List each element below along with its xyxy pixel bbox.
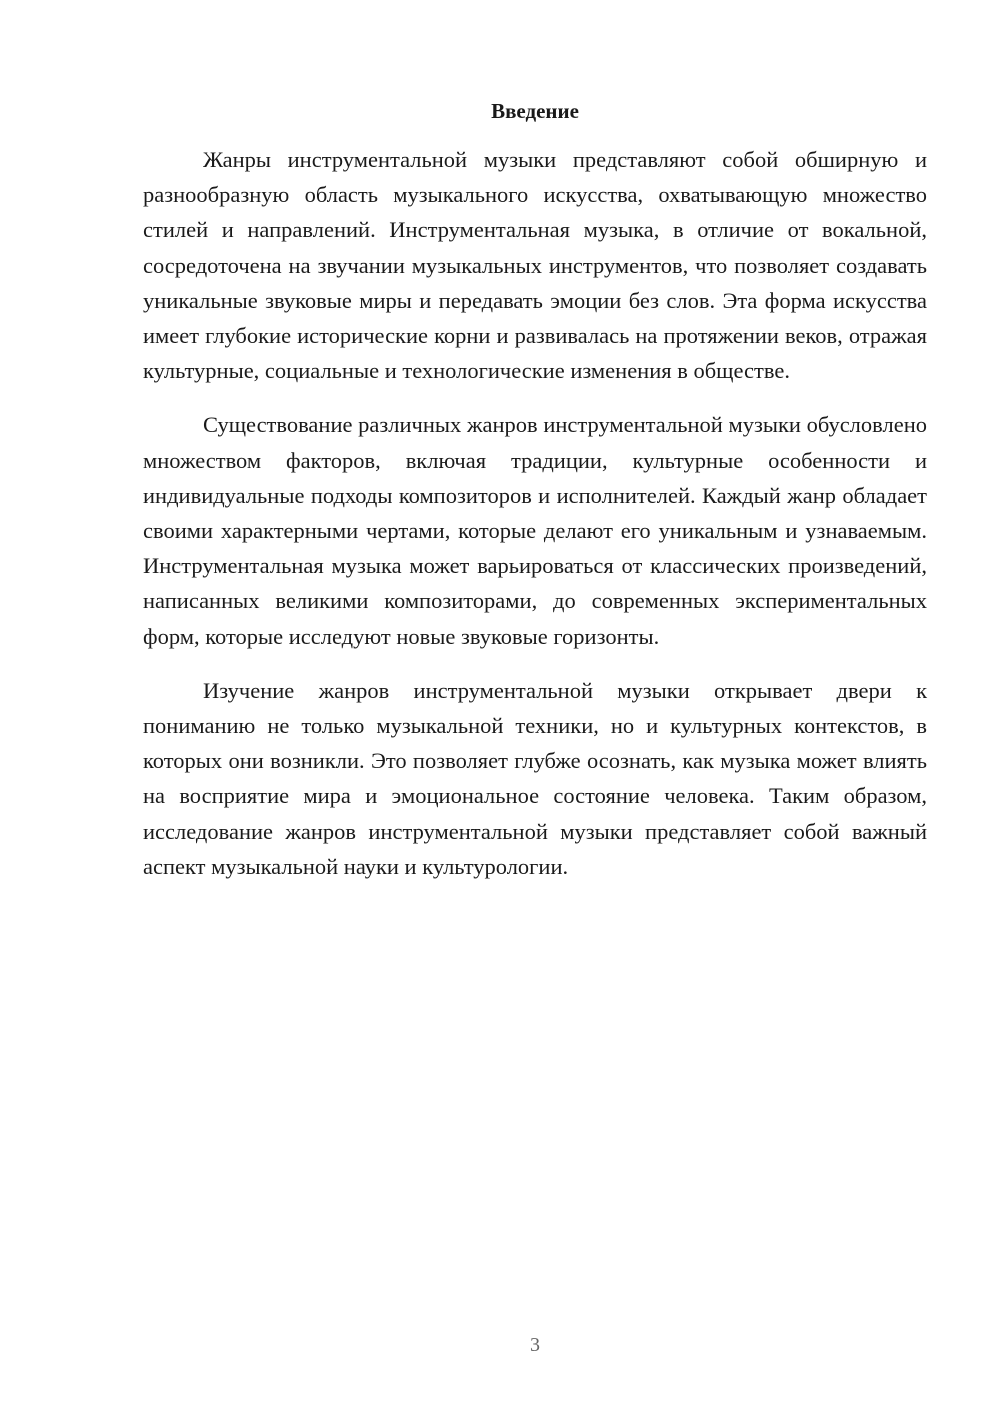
page-number: 3	[530, 1334, 540, 1356]
body-text	[143, 142, 927, 903]
paragraph: Изучение жанров инструментальной музыки открывает двери к пониманию не только музыкальной техники, но и культурных контекстов, в которых они возникли. Это позволяет глубже осознать, как музыка может влиять на восприятие мира и эмоциональное состояние человека. Таким образом, исследование жанров инструментальной музыки представляет собой важный аспект музыкальной науки и культурологии.	[143, 677, 927, 879]
section-heading: Введение	[491, 99, 579, 123]
paragraph: Жанры инструментальной музыки представляют собой обширную и разнообразную область музыкального искусства, охватывающую множество стилей и направлений. Инструментальная музыка, в отличие от вокальной, сосредоточена на звучании музыкальных инструментов, что позволяет создавать уникальные звуковые миры и передавать эмоции без слов. Эта форма искусства имеет глубокие исторические корни и развивалась на протяжении веков, отражая культурные, социальные и технологические изменения в обществе.	[143, 147, 927, 384]
paragraph: Существование различных жанров инструментальной музыки обусловлено множеством факторов, включая традиции, культурные особенности и индивидуальные подходы композиторов и исполнителей. Каждый жанр обладает своими характерными чертами, которые делают его уникальным и узнаваемым. Инструментальная музыка может варьироваться от классических произведений, написанных великими композиторами, до современных экспериментальных форм, которые исследуют новые звуковые горизонты.	[143, 412, 927, 649]
